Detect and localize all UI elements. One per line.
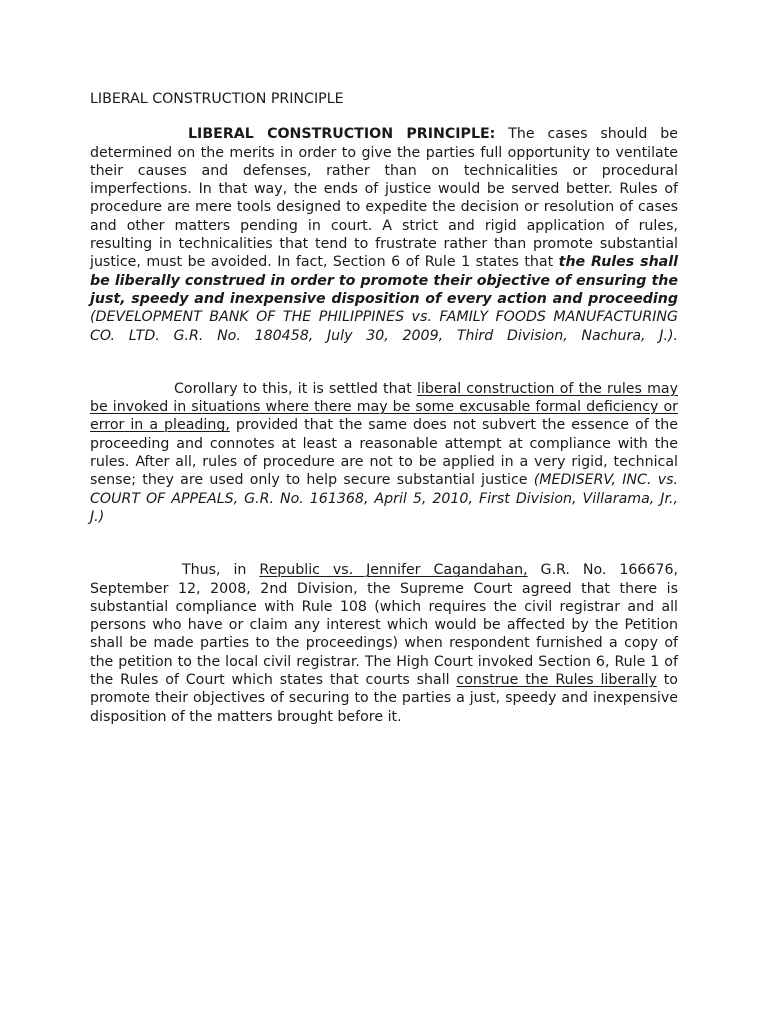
paragraph-text: Corollary to this, it is settled that bbox=[174, 380, 418, 397]
paragraph-text: to promote their objectives of securing to the parties a just, speedy and inexpensive disposition of the matters brought before it. bbox=[90, 672, 678, 725]
case-citation: (MEDISERV, INC. vs. COURT OF APPEALS, G.R. No. 161368, April 5, 2010, First Division, Villarama, Jr., J.) bbox=[90, 472, 678, 525]
paragraph-text: G.R. No. 166676, September 12, 2008, 2nd Division, the Supreme Court agreed that there is substantial compliance with Rule 108 (which requires the civil registrar and all persons who have or claim any interest which would be affected by the Petition shall be made parties to the proceedings) when respondent furnished a copy of the petition to the local civil registrar. The High Court invoked Section 6, Rule 1 of the Rules of Court which states that courts shall bbox=[90, 562, 678, 689]
emphasized-rule-quote: the Rules shall be liberally construed in order to promote their objective of ensuring the just, speedy and inexpensive disposition of every action and proceeding bbox=[90, 254, 678, 307]
document-body bbox=[90, 90, 678, 726]
paragraph-corollary bbox=[90, 380, 678, 526]
case-citation: (DEVELOPMENT BANK OF THE PHILIPPINES vs. FAMILY FOODS MANUFACTURING CO. LTD. G.R. No. 180458, July 30, 2009, Third Division, Nachura, J.). bbox=[90, 309, 678, 344]
paragraph-text: The cases should be determined on the merits in order to give the parties full opportunity to ventilate their causes and defenses, rather than on technicalities or procedural imperfections. In that way, the ends of justice would be served better. Rules of procedure are mere tools designed to expedite the decision or resolution of cases and other matters pending in court. A strict and rigid application of rules, resulting in technicalities that tend to frustrate rather than promote substantial justice, must be avoided. In fact, Section 6 of Rule 1 states that bbox=[90, 126, 679, 271]
document-heading: LIBERAL CONSTRUCTION PRINCIPLE bbox=[90, 91, 344, 107]
paragraph-cagandahan bbox=[90, 561, 678, 726]
paragraph-text: Thus, in bbox=[182, 562, 260, 579]
underlined-phrase: construe the Rules liberally bbox=[456, 672, 657, 689]
paragraph-text: provided that the same does not subvert the essence of the proceeding and connotes at least a reasonable attempt at compliance with the rules. After all, rules of procedure are not to be applied in a very rigid, technical sense; they are used only to help secure substantial justice bbox=[90, 417, 679, 489]
underlined-case-name: Republic vs. Jennifer Cagandahan, bbox=[259, 562, 528, 579]
paragraph-spacer bbox=[90, 345, 678, 380]
underlined-principle: liberal construction of the rules may be invoked in situations where there may be some excusable formal deficiency or error in a pleading, bbox=[90, 380, 678, 434]
paragraph-liberal-construction bbox=[90, 125, 678, 345]
paragraph-lead-heading: LIBERAL CONSTRUCTION PRINCIPLE: bbox=[188, 126, 496, 143]
paragraph-spacer bbox=[90, 526, 678, 561]
